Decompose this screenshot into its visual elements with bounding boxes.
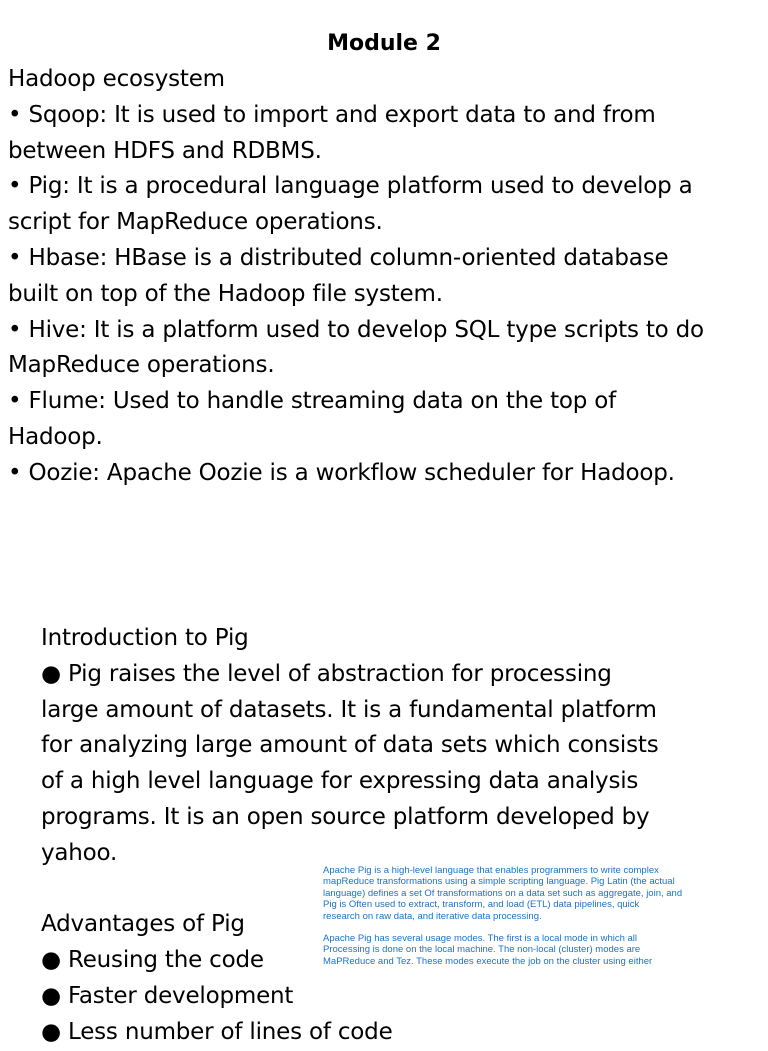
bullet-sqoop-cont: between HDFS and RDBMS. (8, 137, 322, 164)
bullet-hive-cont: MapReduce operations. (8, 352, 275, 379)
advantage-item: ● Faster development (41, 982, 294, 1009)
bullet-hbase-cont: built on top of the Hadoop file system. (8, 280, 443, 307)
page-title: Module 2 (327, 31, 441, 56)
bullet-pig-cont: script for MapReduce operations. (8, 209, 383, 236)
advantage-item: ● Reusing the code (41, 947, 264, 974)
note-paragraph-2 (323, 933, 755, 967)
intro-heading: Introduction to Pig (41, 625, 249, 651)
note-line: MaPReduce and Tez. These modes execute the job on the cluster using either (323, 955, 653, 967)
hadoop-ecosystem-section (8, 62, 760, 492)
bullet-pig: • Pig: It is a procedural language platform used to develop a (8, 173, 693, 200)
advantage-item: ● Less number of lines of code (41, 1018, 393, 1045)
intro-line: programs. It is an open source platform developed by (41, 803, 650, 830)
intro-line: large amount of datasets. It is a fundamental platform (41, 696, 657, 723)
bullet-sqoop: • Sqoop: It is used to import and export data to and from (8, 101, 656, 128)
note-line: Apache Pig has several usage modes. The first is a local mode in which all (323, 933, 638, 945)
note-line: Processing is done on the local machine. The non-local (cluster) modes are (323, 944, 641, 956)
bullet-hive: • Hive: It is a platform used to develop SQL type scripts to do (8, 316, 704, 343)
bullet-flume-cont: Hadoop. (8, 423, 103, 450)
bullet-flume: • Flume: Used to handle streaming data on the top of (8, 388, 617, 415)
note-line: language) defines a set Of transformations on a data set such as aggregate, join, and (323, 887, 683, 899)
annotation-note (323, 865, 755, 967)
note-line: research on raw data, and iterative data processing. (323, 910, 542, 922)
note-line: Pig is Often used to extract, transform, and load (ETL) data pipelines, quick (323, 899, 640, 911)
note-line: mapReduce transformations using a simple scripting language. Pig Latin (the actual (323, 876, 675, 888)
bullet-hbase: • Hbase: HBase is a distributed column-oriented database (8, 244, 669, 271)
intro-line: of a high level language for expressing data analysis (41, 768, 639, 795)
pig-section (41, 621, 741, 1051)
bullet-oozie: • Oozie: Apache Oozie is a workflow scheduler for Hadoop. (8, 459, 675, 486)
note-paragraph-1 (323, 865, 755, 922)
intro-line: yahoo. (41, 839, 118, 866)
intro-line: ● Pig raises the level of abstraction for processing (41, 660, 612, 687)
intro-line: for analyzing large amount of data sets which consists (41, 732, 659, 759)
section-heading: Hadoop ecosystem (8, 66, 225, 92)
advantages-heading: Advantages of Pig (41, 911, 245, 938)
note-line: Apache Pig is a high-level language that enables programmers to write complex (323, 865, 659, 876)
